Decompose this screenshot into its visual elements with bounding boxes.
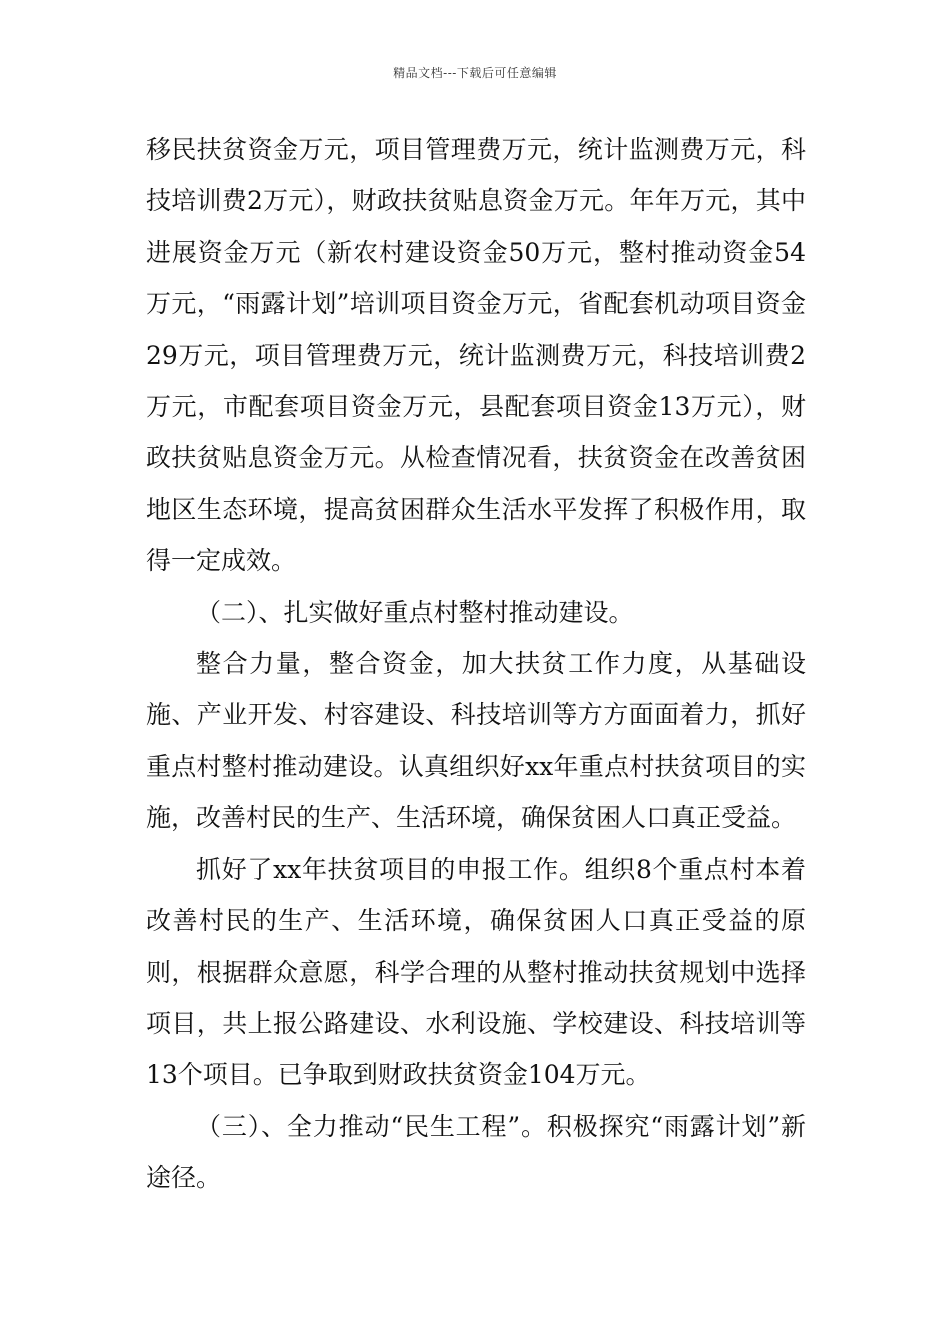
- section-heading-livelihood: （三）、全力推动“民生工程”。积极探究“雨露计划”新途径。: [146, 1111, 806, 1193]
- paragraph-funds-summary: 移民扶贫资金万元，项目管理费万元，统计监测费万元，科技培训费2万元），财政扶贫贴息资金万元。年年万元，其中进展资金万元（新农村建设资金50万元，整村推动资金54万元，“雨露计划”培训项目资金万元，省配套机动项目资金29万元，项目管理费万元，统计监测费万元，科技培训费2万元，市配套项目资金万元，县配套项目资金13万元），财政扶贫贴息资金万元。从检查情况看，扶贫资金在改善贫困地区生态环境，提高贫困群众生活水平发挥了积极作用，取得一定成效。: [146, 135, 806, 576]
- paragraph-integration: 整合力量，整合资金，加大扶贫工作力度，从基础设施、产业开发、村容建设、科技培训等方方面面着力，抓好重点村整村推动建设。认真组织好xx年重点村扶贫项目的实施，改善村民的生产、生活环境，确保贫困人口真正受益。: [146, 649, 806, 833]
- section-heading-key-villages: （二）、扎实做好重点村整村推动建设。: [196, 597, 634, 627]
- paragraph-project-application: 抓好了xx年扶贫项目的申报工作。组织8个重点村本着改善村民的生产、生活环境，确保贫困人口真正受益的原则，根据群众意愿，科学合理的从整村推动扶贫规划中选择项目，共上报公路建设、水利设施、学校建设、科技培训等13个项目。已争取到财政扶贫资金104万元。: [146, 854, 806, 1090]
- document-body: [146, 124, 806, 1204]
- page-header: 精品文档---下载后可任意编辑: [393, 66, 557, 80]
